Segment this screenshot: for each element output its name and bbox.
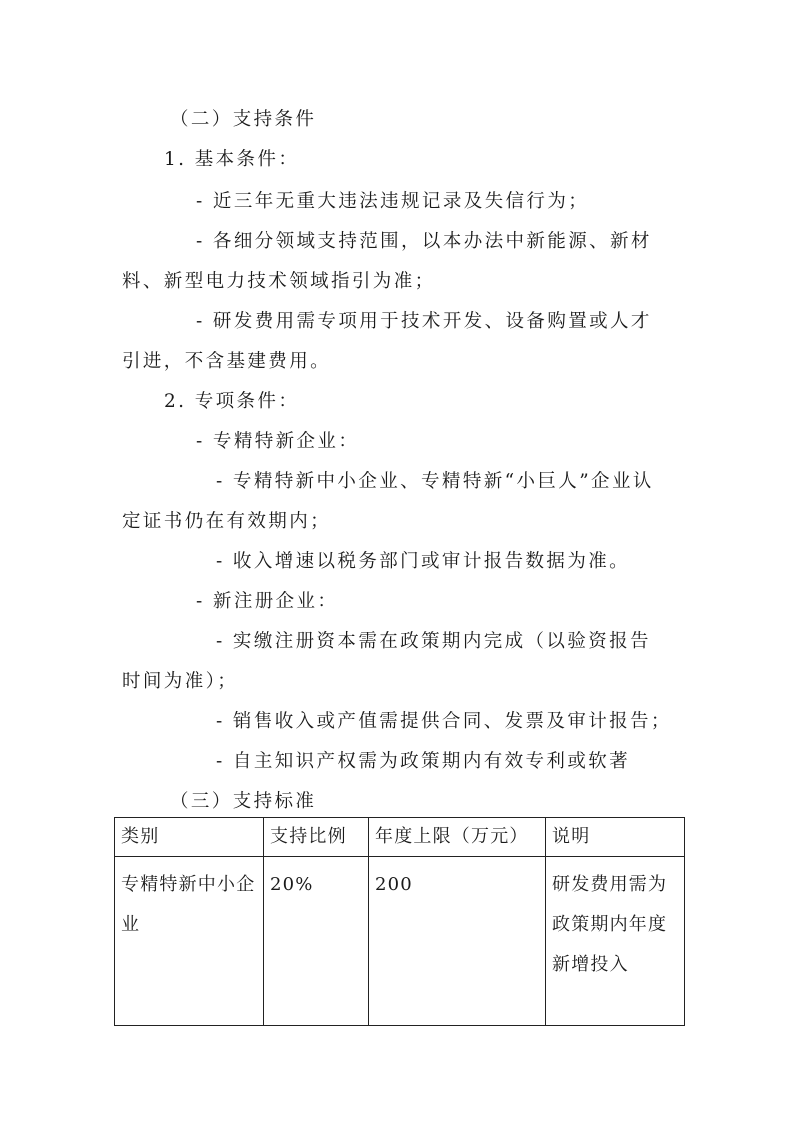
support-standard-table <box>114 817 685 1026</box>
basic-condition-item-2-line-2: 料、新型电力技术领域指引为准； <box>122 271 436 292</box>
special-sub2-item-3: - 自主知识产权需为政策期内有效专利或软著 <box>216 751 631 772</box>
special-sub2-item-2: - 销售收入或产值需提供合同、发票及审计报告； <box>216 711 672 732</box>
special-sub2-heading: - 新注册企业： <box>196 591 339 612</box>
basic-condition-item-3-line-2: 引进，不含基建费用。 <box>122 351 332 372</box>
section-heading-support-standard: （三）支持标准 <box>170 791 317 812</box>
table-cell-annual-cap: 200 <box>369 857 546 1026</box>
basic-condition-item-2-line-1: - 各细分领域支持范围，以本办法中新能源、新材 <box>196 231 652 252</box>
table-header-cell: 年度上限（万元） <box>369 818 546 857</box>
basic-conditions-heading: 1. 基本条件： <box>164 149 300 170</box>
table-row <box>115 857 685 1026</box>
special-conditions-heading: 2. 专项条件： <box>164 391 300 412</box>
table-header-cell: 类别 <box>115 818 264 857</box>
table-cell-category: 专精特新中小企业 <box>115 857 264 1026</box>
table-cell-note: 研发费用需为政策期内年度新增投入 <box>546 857 685 1026</box>
table-header-cell: 支持比例 <box>264 818 369 857</box>
section-heading-support-conditions: （二）支持条件 <box>170 109 317 130</box>
special-sub1-item-1-line-1: - 专精特新中小企业、专精特新“小巨人”企业认 <box>216 471 654 492</box>
basic-condition-item-1: - 近三年无重大违法违规记录及失信行为； <box>196 191 590 212</box>
special-sub2-item-1-line-2: 时间为准）； <box>122 671 239 692</box>
special-sub2-item-1-line-1: - 实缴注册资本需在政策期内完成（以验资报告 <box>216 631 651 652</box>
table-header-row <box>115 818 685 857</box>
special-sub1-item-1-line-2: 定证书仍在有效期内； <box>122 511 332 532</box>
basic-condition-item-3-line-1: - 研发费用需专项用于技术开发、设备购置或人才 <box>196 311 652 332</box>
special-sub1-item-2: - 收入增速以税务部门或审计报告数据为准。 <box>216 551 631 572</box>
table-cell-ratio: 20% <box>264 857 369 1026</box>
special-sub1-heading: - 专精特新企业： <box>196 431 360 452</box>
table-header-cell: 说明 <box>546 818 685 857</box>
